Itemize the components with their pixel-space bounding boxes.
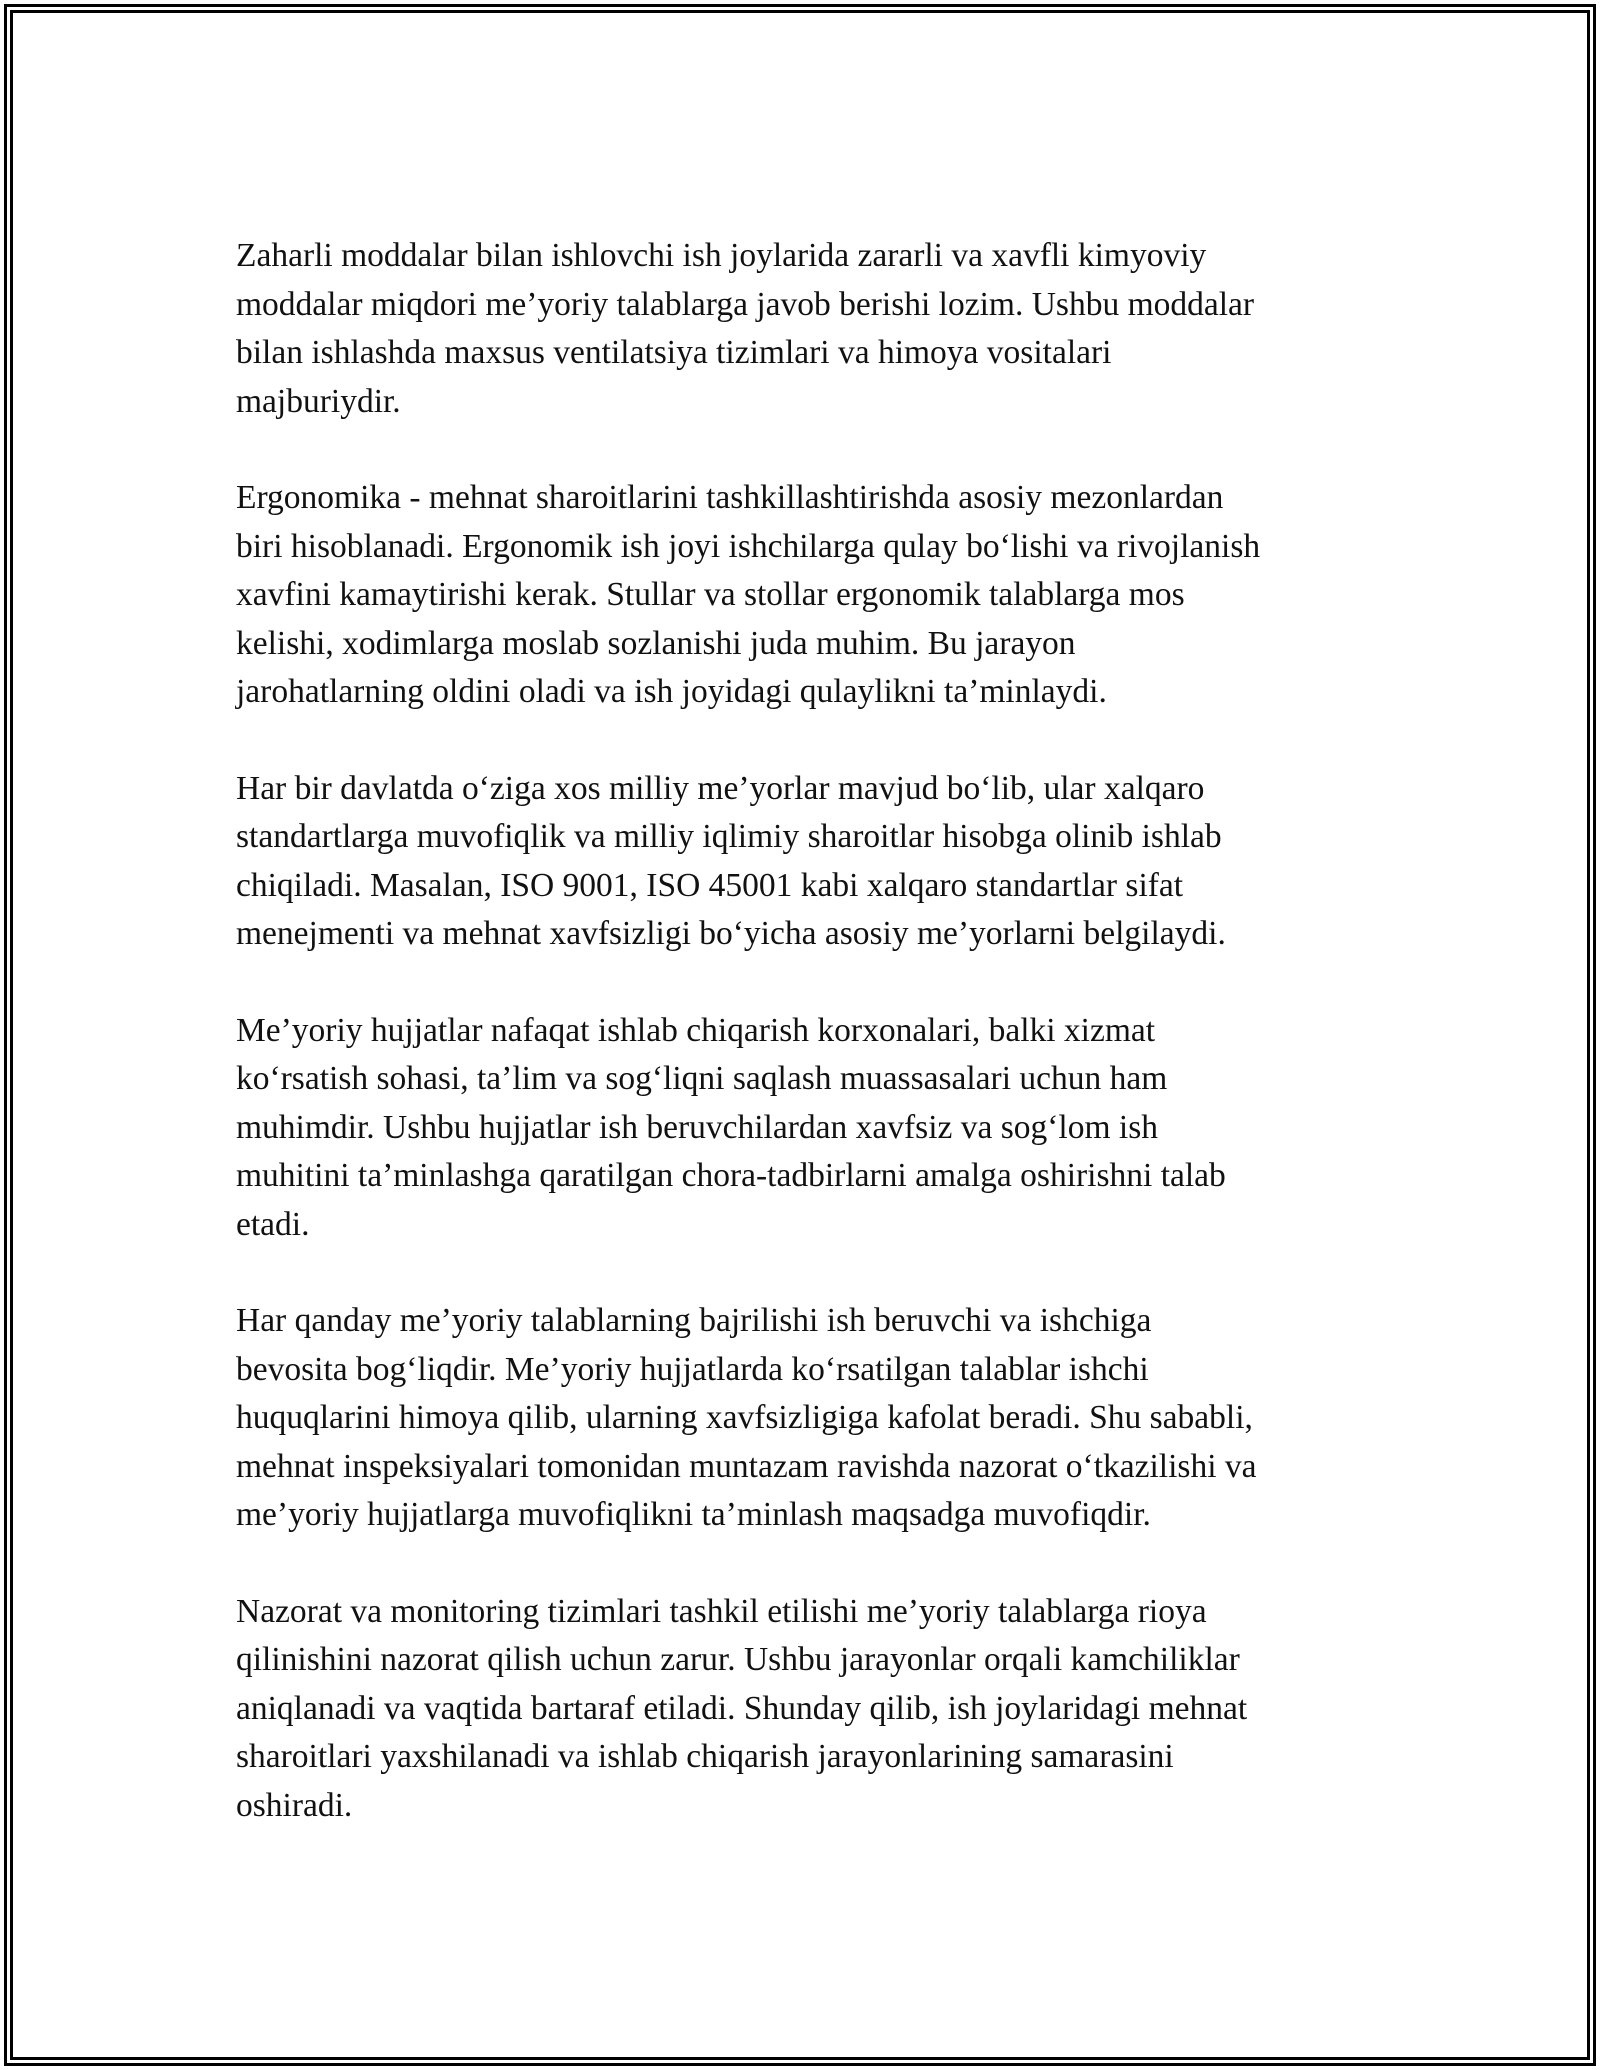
paragraph-monitoring: Nazorat va monitoring tizimlari tashkil etilishi me’yoriy talablarga rioya qilinishini nazorat qilish uchun zarur. Ushbu jarayonlar orqali kamchiliklar aniqlanadi va vaqtida bartaraf etiladi. Shunday qilib, ish joylaridagi mehnat sharoitlari yaxshilanadi va ishlab chiqarish jarayonlarining samarasini oshiradi. <box>236 1592 1248 1824</box>
paragraph-ergonomics: Ergonomika - mehnat sharoitlarini tashkillashtirishda asosiy mezonlardan biri hisoblanadi. Ergonomik ish joyi ishchilarga qulay bo‘lishi va rivojlanish xavfini kamaytirishi kerak. Stullar va stollar ergonomik talablarga mos kelishi, xodimlarga moslab sozlanishi juda muhim. Bu jarayon jarohatlarning oldini oladi va ish joyidagi qulaylikni ta’minlaydi. <box>236 479 1261 710</box>
paragraph-compliance: Har qanday me’yoriy talablarning bajrilishi ish beruvchi va ishchiga bevosita bog‘liqdir. Me’yoriy hujjatlarda ko‘rsatilgan talablar ishchi huquqlarini himoya qilib, ularning xavfsizligiga kafolat beradi. Shu sababli, mehnat inspeksiyalari tomonidan muntazam ravishda nazorat o‘tkazilishi va me’yoriy hujjatlarga muvofiqlikni ta’minlash maqsadga muvofiqdir. <box>236 1302 1257 1533</box>
paragraph-national-standards: Har bir davlatda o‘ziga xos milliy me’yorlar mavjud bo‘lib, ular xalqaro standartlarga muvofiqlik va milliy iqlimiy sharoitlar hisobga olinib ishlab chiqiladi. Masalan, ISO 9001, ISO 45001 kabi xalqaro standartlar sifat menejmenti va mehnat xavfsizligi bo‘yicha asosiy me’yorlarni belgilaydi. <box>236 769 1226 952</box>
paragraph-regulatory-documents: Me’yoriy hujjatlar nafaqat ishlab chiqarish korxonalari, balki xizmat ko‘rsatish sohasi, ta’lim va sog‘liqni saqlash muassasalari uchun ham muhimdir. Ushbu hujjatlar ish beruvchilardan xavfsiz va sog‘lom ish muhitini ta’minlashga qaratilgan chora-tadbirlarni amalga oshirishni talab etadi. <box>236 1011 1226 1243</box>
document-body <box>236 232 1366 1878</box>
paragraph-toxic-substances: Zaharli moddalar bilan ishlovchi ish joylarida zararli va xavfli kimyoviy moddalar miqdori me’yoriy talablarga javob berishi lozim. Ushbu moddalar bilan ishlashda maxsus ventilatsiya tizimlari va himoya vositalari majburiydir. <box>236 237 1255 420</box>
